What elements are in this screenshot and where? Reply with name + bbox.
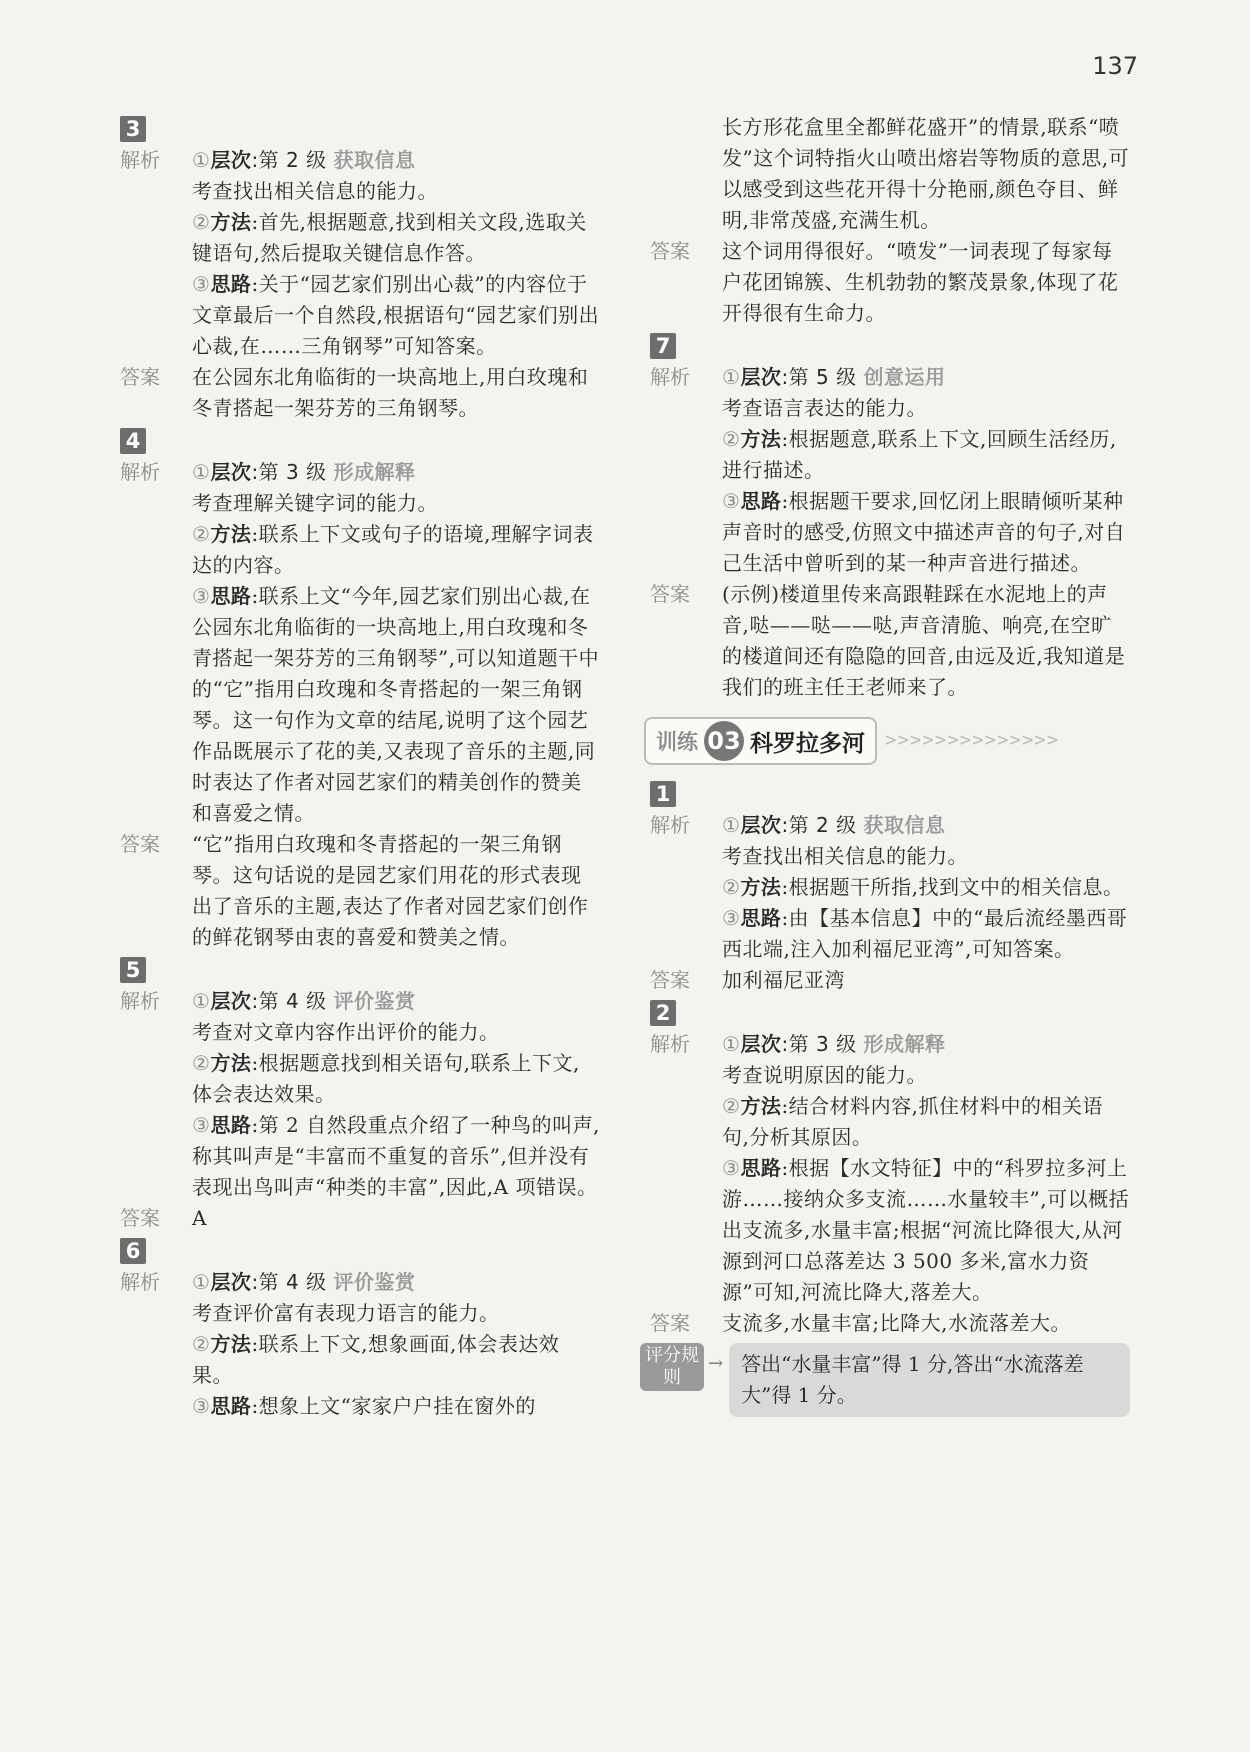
idea-line [722,1153,1130,1308]
method-label: 方法 [740,1094,782,1118]
circled-3: ③ [192,1394,211,1418]
training-header [644,717,877,765]
analysis-label: 解析 [120,460,160,484]
answer-label: 答案 [650,239,690,263]
answer-text: 在公园东北角临街的一块高地上,用白玫瑰和冬青搭起一架芬芳的三角钢琴。 [192,365,589,420]
method-label: 方法 [210,522,252,546]
level-tag: 形成解释 [863,1032,946,1056]
answer-label: 答案 [650,1311,690,1335]
idea-line [192,1110,600,1203]
method-label: 方法 [740,875,782,899]
level-label: 层次 [740,1032,782,1056]
idea-text: :根据【水文特征】中的“科罗拉多河上游……接纳众多支流……水量较丰”,可以概括出支流多,水量丰富;根据“河流比降很大,从河源到河口总落差达 3 500 多米,富水力资源”可知,河流比降大,落差大。 [722,1156,1130,1304]
analysis-label: 解析 [650,365,690,389]
circled-3: ③ [722,489,741,513]
method-line [192,1329,600,1391]
idea-text: :第 2 自然段重点介绍了一种鸟的叫声,称其叫声是“丰富而不重复的音乐”,但并没有表现出鸟叫声“种类的丰富”,因此,A 项错误。 [192,1113,600,1199]
analysis-line: 考查对文章内容作出评价的能力。 [192,1020,500,1044]
level-text: :第 5 级 [781,365,857,389]
level-text: :第 3 级 [251,460,327,484]
analysis-label: 解析 [120,148,160,172]
idea-label: 思路 [210,272,252,296]
training-question-1 [650,777,1130,996]
idea-text-continued: 长方形花盒里全都鲜花盛开”的情景,联系“喷发”这个词特指火山喷出熔岩等物质的意思,可以感受到这些花开得十分艳丽,颜色夺目、鲜明,非常茂盛,充满生机。 [722,115,1130,232]
left-column [120,112,600,1422]
analysis-block [120,145,600,362]
circled-3: ③ [722,1156,741,1180]
level-line [722,362,1130,393]
method-label: 方法 [210,1051,252,1075]
method-label: 方法 [740,427,782,451]
circled-1: ① [192,460,211,484]
circled-3: ③ [192,272,211,296]
idea-label: 思路 [210,1113,252,1137]
level-label: 层次 [210,148,252,172]
level-text: :第 2 级 [251,148,327,172]
analysis-label: 解析 [650,1032,690,1056]
answer-label: 答案 [120,1206,160,1230]
circled-1: ① [192,148,211,172]
idea-label: 思路 [210,1394,252,1418]
answer-block [650,1308,1130,1339]
analysis-line: 考查理解关键字词的能力。 [192,491,438,515]
level-line [192,1267,600,1298]
level-line [192,986,600,1017]
answer-label: 答案 [120,365,160,389]
answer-block [650,579,1130,703]
circled-1: ① [722,813,741,837]
circled-2: ② [722,875,741,899]
answer-block [120,1203,600,1234]
method-line [722,424,1130,486]
level-tag: 创意运用 [863,365,946,389]
question-number: 4 [120,428,146,454]
level-label: 层次 [210,1270,252,1294]
circled-2: ② [192,522,211,546]
right-column [645,112,1130,1417]
idea-line [722,486,1130,579]
circled-1: ① [192,989,211,1013]
circled-2: ② [192,210,211,234]
question-7 [650,329,1130,703]
idea-label: 思路 [740,906,782,930]
arrow-right-icon: → [708,1353,724,1374]
method-label: 方法 [210,1332,252,1356]
idea-text: :联系上文“今年,园艺家们别出心裁,在公园东北角临街的一块高地上,用白玫瑰和冬青搭起一架芬芳的三角钢琴”,可以知道题干中的“它”指用白玫瑰和冬青搭起的一架三角钢琴。这一句作为文章的结尾,说明了这个园艺作品既展示了花的美,又表现了音乐的主题,同时表达了作者对园艺家们的精美创作的赞美和喜爱之情。 [192,584,600,825]
level-text: :第 4 级 [251,1270,327,1294]
level-tag: 评价鉴赏 [333,1270,416,1294]
analysis-label: 解析 [120,1270,160,1294]
method-line [192,1048,600,1110]
circled-3: ③ [192,584,211,608]
answer-label: 答案 [650,968,690,992]
training-header-row [650,703,1130,777]
method-line [192,207,600,269]
analysis-line: 考查找出相关信息的能力。 [192,179,438,203]
training-number: 03 [704,721,744,761]
level-label: 层次 [210,460,252,484]
analysis-block [650,1029,1130,1308]
answer-text: A [192,1206,207,1230]
circled-1: ① [722,365,741,389]
question-4 [120,424,600,953]
circled-2: ② [722,1094,741,1118]
answer-label: 答案 [120,832,160,856]
level-label: 层次 [740,813,782,837]
method-text: :根据题意,联系上下文,回顾生活经历,进行描述。 [722,427,1117,482]
idea-line [722,903,1130,965]
method-text: :联系上下文或句子的语境,理解字词表达的内容。 [192,522,594,577]
circled-2: ② [192,1051,211,1075]
idea-text: :关于“园艺家们别出心裁”的内容位于文章最后一个自然段,根据语句“园艺家们别出心裁,在……三角钢琴”可知答案。 [192,272,600,358]
level-label: 层次 [210,989,252,1013]
method-text: :首先,根据题意,找到相关文段,选取关键语句,然后提取关键信息作答。 [192,210,587,265]
method-line [722,872,1130,903]
method-text: :根据题干所指,找到文中的相关信息。 [781,875,1124,899]
idea-line [192,269,600,362]
level-text: :第 3 级 [781,1032,857,1056]
method-text: :根据题意找到相关语句,联系上下文,体会表达效果。 [192,1051,580,1106]
idea-label: 思路 [210,584,252,608]
idea-text: :由【基本信息】中的“最后流经墨西哥西北端,注入加利福尼亚湾”,可知答案。 [722,906,1128,961]
analysis-line: 考查评价富有表现力语言的能力。 [192,1301,500,1325]
idea-label: 思路 [740,489,782,513]
answer-block [120,362,600,424]
question-number: 6 [120,1238,146,1264]
question-number: 2 [650,1000,676,1026]
idea-label: 思路 [740,1156,782,1180]
question-number: 5 [120,957,146,983]
scoring-text: 答出“水量丰富”得 1 分,答出“水流落差大”得 1 分。 [729,1343,1130,1417]
level-text: :第 4 级 [251,989,327,1013]
level-tag: 形成解释 [333,460,416,484]
circled-2: ② [192,1332,211,1356]
answer-text: 这个词用得很好。“喷发”一词表现了每家每户花团锦簇、生机勃勃的繁茂景象,体现了花开得很有生命力。 [722,239,1119,325]
answer-text: “它”指用白玫瑰和冬青搭起的一架三角钢琴。这句话说的是园艺家们用花的形式表现出了音乐的主题,表达了作者对园艺家们创作的鲜花钢琴由衷的喜爱和赞美之情。 [192,832,589,949]
circled-3: ③ [722,906,741,930]
circled-2: ② [722,427,741,451]
idea-line [192,581,600,829]
analysis-line: 考查说明原因的能力。 [722,1063,927,1087]
circled-1: ① [192,1270,211,1294]
circled-3: ③ [192,1113,211,1137]
question-number: 7 [650,333,676,359]
circled-1: ① [722,1032,741,1056]
level-label: 层次 [740,365,782,389]
arrow-decoration: >>>>>>>>>>>>>> [885,729,1060,751]
analysis-label: 解析 [120,989,160,1013]
answer-text: 加利福尼亚湾 [722,968,845,992]
method-text: :结合材料内容,抓住材料中的相关语句,分析其原因。 [722,1094,1104,1149]
answer-label: 答案 [650,582,690,606]
page-number: 137 [1092,52,1138,80]
answer-block [650,236,1130,329]
analysis-block [120,1267,600,1422]
level-tag: 获取信息 [333,148,416,172]
answer-text: (示例)楼道里传来高跟鞋踩在水泥地上的声音,哒——哒——哒,声音清脆、响亮,在空旷的楼道间还有隐隐的回音,由远及近,我知道是我们的班主任王老师来了。 [722,582,1126,699]
question-6 [120,1234,600,1422]
analysis-line: 考查语言表达的能力。 [722,396,927,420]
analysis-block [120,457,600,829]
level-line [722,810,1130,841]
idea-line [192,1391,600,1422]
level-line [192,457,600,488]
training-label: 训练 [656,730,698,754]
analysis-label: 解析 [650,813,690,837]
level-text: :第 2 级 [781,813,857,837]
method-line [722,1091,1130,1153]
answer-text: 支流多,水量丰富;比降大,水流落差大。 [722,1311,1071,1335]
analysis-block [650,810,1130,965]
question-number: 3 [120,116,146,142]
level-tag: 获取信息 [863,813,946,837]
analysis-block [650,362,1130,579]
answer-block [650,965,1130,996]
level-tag: 评价鉴赏 [333,989,416,1013]
method-line [192,519,600,581]
question-5 [120,953,600,1234]
scoring-label: 评分规则 [640,1343,704,1391]
idea-text: :根据题干要求,回忆闭上眼睛倾听某种声音时的感受,仿照文中描述声音的句子,对自己生活中曾听到的某一种声音进行描述。 [722,489,1126,575]
training-question-2 [645,996,1130,1417]
answer-block [120,829,600,953]
analysis-line: 考查找出相关信息的能力。 [722,844,968,868]
method-label: 方法 [210,210,252,234]
level-line [722,1029,1130,1060]
scoring-rule [640,1343,1130,1417]
idea-text: :想象上文“家家户户挂在窗外的 [251,1394,536,1418]
level-line [192,145,600,176]
analysis-block [120,986,600,1203]
question-number: 1 [650,781,676,807]
training-title: 科罗拉多河 [750,729,865,757]
q6-continuation [650,112,1130,236]
question-3 [120,112,600,424]
method-text: :联系上下文,想象画面,体会表达效果。 [192,1332,560,1387]
